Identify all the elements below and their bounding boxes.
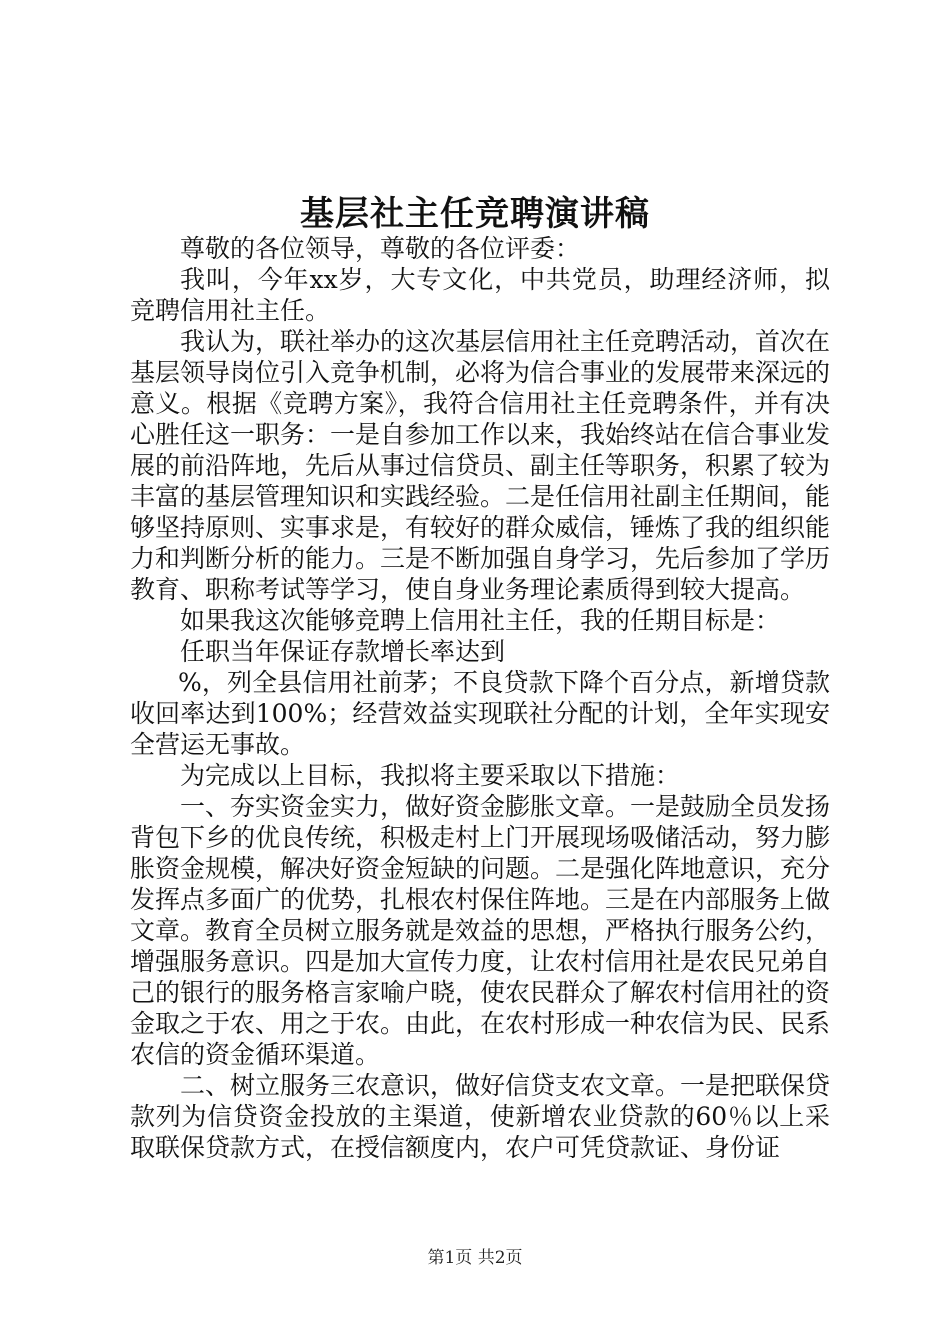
document-title: 基层社主任竞聘演讲稿 xyxy=(300,194,650,234)
paragraph-goal-deposit: 任职当年保证存款增长率达到 xyxy=(180,637,506,666)
paragraph-measure-two: 二、树立服务三农意识，做好信贷支农文章。一是把联保贷款列为信贷资金投放的主渠道，使新增农业贷款的60％以上采取联保贷款方式，在授信额度内，农户可凭贷款证、身份证 xyxy=(130,1071,831,1162)
page-footer: 第1页 共2页 xyxy=(427,1248,523,1268)
paragraph-salutation: 尊敬的各位领导，尊敬的各位评委： xyxy=(180,234,581,263)
paragraph-qualifications: 我认为，联社举办的这次基层信用社主任竞聘活动，首次在基层领导岗位引入竞争机制，必将为信合事业的发展带来深远的意义。根据《竞聘方案》，我符合信用社主任竞聘条件，并有决心胜任这一职务：一是自参加工作以来，我始终站在信合事业发展的前沿阵地，先后从事过信贷员、副主任等职务，积累了较为丰富的基层管理知识和实践经验。二是任信用社副主任期间，能够坚持原则、实事求是，有较好的群众威信，锤炼了我的组织能力和判断分析的能力。三是不断加强自身学习，先后参加了学历教育、职称考试等学习，使自身业务理论素质得到较大提高。 xyxy=(130,327,831,604)
paragraph-introduction: 我叫，今年xx岁，大专文化，中共党员，助理经济师，拟竞聘信用社主任。 xyxy=(130,265,830,325)
paragraph-measure-one: 一、夯实资金实力，做好资金膨胀文章。一是鼓励全员发扬背包下乡的优良传统，积极走村上门开展现场吸储活动，努力膨胀资金规模，解决好资金短缺的问题。二是强化阵地意识，充分发挥点多面广的优势，扎根农村保住阵地。三是在内部服务上做文章。教育全员树立服务就是效益的思想，严格执行服务公约，增强服务意识。四是加大宣传力度，让农村信用社是农民兄弟自己的银行的服务格言家喻户晓，使农民群众了解农村信用社的资金取之于农、用之于农。由此，在农村形成一种农信为民、民系农信的资金循环渠道。 xyxy=(130,792,831,1069)
document-body xyxy=(130,233,830,1163)
paragraph-goal-details: %，列全县信用社前茅；不良贷款下降个百分点，新增贷款收回率达到100%；经营效益实现联社分配的计划，全年实现安全营运无事故。 xyxy=(130,668,830,759)
paragraph-goals-intro: 如果我这次能够竞聘上信用社主任，我的任期目标是： xyxy=(180,606,781,635)
paragraph-measures-intro: 为完成以上目标，我拟将主要采取以下措施： xyxy=(180,761,681,790)
